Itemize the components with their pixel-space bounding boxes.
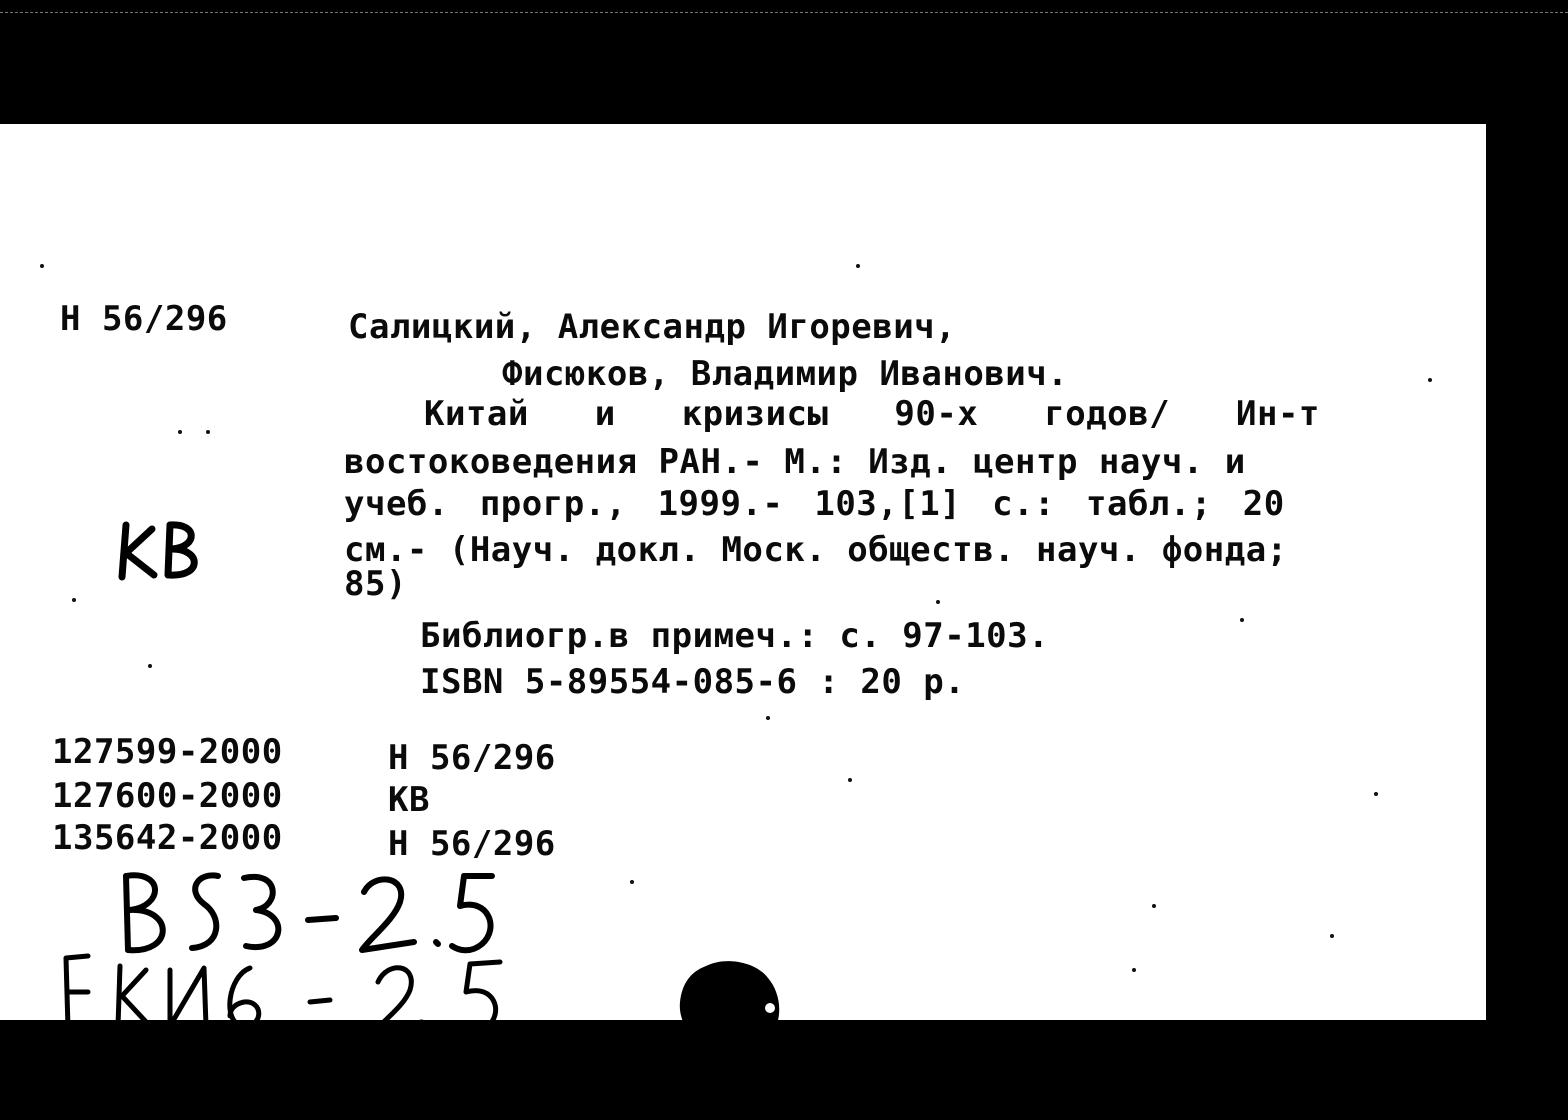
scan-speck: [1240, 618, 1244, 622]
scan-speck: [1330, 934, 1334, 938]
holding-location: КВ: [388, 780, 430, 820]
scan-speck: [856, 264, 860, 268]
body-line-2: востоковедения РАН.- М.: Изд. центр науч. и: [344, 442, 1246, 482]
handwritten-margin-mark: [112, 519, 204, 581]
handwritten-code-2: [58, 946, 508, 1036]
coauthor-line: Фисюков, Владимир Иванович.: [502, 354, 1069, 394]
scan-speck: [206, 430, 210, 434]
scan-speck: [766, 716, 770, 720]
scan-speck: [1428, 378, 1432, 382]
holding-number: 135642-2000: [52, 818, 283, 858]
scan-speck: [72, 598, 76, 602]
scan-speck: [848, 778, 852, 782]
shelf-mark: Н 56/296: [60, 299, 228, 339]
author-line: Салицкий, Александр Игоревич,: [348, 307, 957, 347]
scan-speck: [178, 430, 182, 434]
scan-speck: [630, 880, 634, 884]
scan-speck: [148, 664, 152, 668]
scan-speck: [1132, 968, 1136, 972]
title-line: Китай и кризисы 90-х годов/ Ин-т: [424, 394, 1320, 434]
scan-speck: [40, 264, 44, 268]
handwritten-code-1: [118, 862, 508, 958]
holding-number: 127600-2000: [52, 776, 283, 816]
scan-speck: [936, 600, 940, 604]
holding-location: Н 56/296: [388, 738, 556, 778]
body-line-3: учеб. прогр., 1999.- 103,[1] с.: табл.; 20: [344, 484, 1285, 524]
catalog-card: [0, 124, 1486, 1020]
body-line-4: см.- (Науч. докл. Моск. обществ. науч. фонда;: [344, 530, 1288, 570]
holding-location: Н 56/296: [388, 824, 556, 864]
scan-speck: [1374, 792, 1378, 796]
isbn-price: ISBN 5-89554-085-6 : 20 р.: [420, 662, 966, 702]
ink-blot: [676, 958, 786, 1058]
body-line-5: 85): [344, 564, 407, 604]
scan-edge-rule: [0, 12, 1568, 13]
scan-speck: [1152, 904, 1156, 908]
bibliography-note: Библиогр.в примеч.: с. 97-103.: [420, 616, 1050, 656]
holding-number: 127599-2000: [52, 732, 283, 772]
